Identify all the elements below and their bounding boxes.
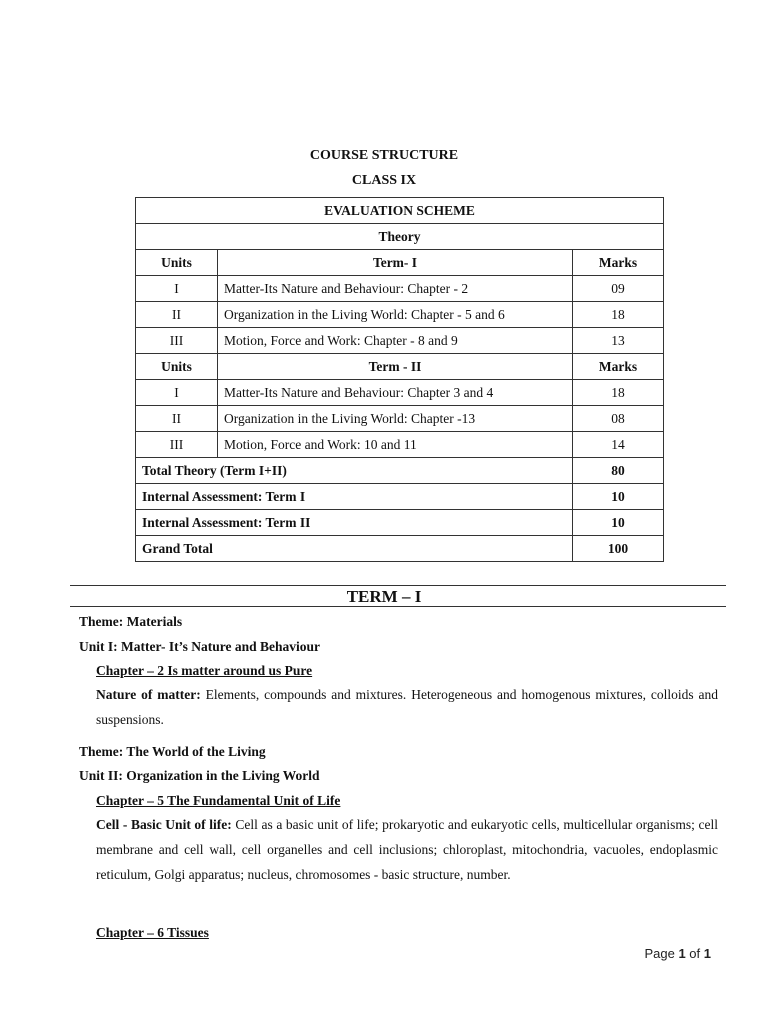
chapter-2-heading: Chapter – 2 Is matter around us Pure bbox=[96, 663, 313, 678]
cell-label: Cell - Basic Unit of life: bbox=[96, 817, 232, 832]
total-label: Total Theory (Term I+II) bbox=[136, 458, 573, 484]
marks-cell: 14 bbox=[573, 432, 664, 458]
table-row bbox=[136, 432, 664, 458]
table-row bbox=[136, 406, 664, 432]
unit-cell: III bbox=[136, 432, 218, 458]
nature-of-matter-paragraph bbox=[96, 682, 718, 732]
course-structure-title: COURSE STRUCTURE bbox=[309, 148, 459, 163]
total-label: Internal Assessment: Term II bbox=[136, 510, 573, 536]
section-divider-bottom bbox=[70, 606, 726, 607]
of-word: of bbox=[689, 946, 701, 961]
total-marks: 10 bbox=[573, 484, 664, 510]
topic-cell: Organization in the Living World: Chapter - 5 and 6 bbox=[218, 302, 573, 328]
cell-text: Cell as a basic unit of life; prokaryotic and eukaryotic cells, multicellular organisms; cell membrane and cell wall, cell organelles and cell inclusions; chloroplast, mitochondria, vacuoles, endoplasmic reticulum, Golgi apparatus; nucleus, chromosomes - basic structure, number. bbox=[96, 817, 718, 882]
unit-2-heading: Unit II: Organization in the Living World bbox=[79, 768, 320, 783]
marks-cell: 08 bbox=[573, 406, 664, 432]
topic-cell: Motion, Force and Work: 10 and 11 bbox=[218, 432, 573, 458]
unit-1-heading: Unit I: Matter- It’s Nature and Behaviour bbox=[79, 639, 320, 654]
table-header-row bbox=[136, 354, 664, 380]
marks-cell: 18 bbox=[573, 302, 664, 328]
topic-cell: Matter-Its Nature and Behaviour: Chapter 3 and 4 bbox=[218, 380, 573, 406]
theme-materials-heading: Theme: Materials bbox=[79, 614, 183, 629]
marks-cell: 18 bbox=[573, 380, 664, 406]
unit-cell: III bbox=[136, 328, 218, 354]
marks-cell: 09 bbox=[573, 276, 664, 302]
table-title: EVALUATION SCHEME bbox=[136, 198, 664, 224]
topic-cell: Matter-Its Nature and Behaviour: Chapter - 2 bbox=[218, 276, 573, 302]
theme-world-of-living-heading: Theme: The World of the Living bbox=[79, 744, 266, 759]
table-row bbox=[136, 302, 664, 328]
table-row bbox=[136, 328, 664, 354]
unit-cell: II bbox=[136, 406, 218, 432]
class-title: CLASS IX bbox=[351, 173, 417, 188]
chapter-5-heading: Chapter – 5 The Fundamental Unit of Life bbox=[96, 793, 341, 808]
total-label: Internal Assessment: Term I bbox=[136, 484, 573, 510]
total-row bbox=[136, 484, 664, 510]
nature-of-matter-label: Nature of matter: bbox=[96, 687, 201, 702]
column-header-marks: Marks bbox=[573, 250, 664, 276]
total-label: Grand Total bbox=[136, 536, 573, 562]
nature-of-matter-text: Elements, compounds and mixtures. Heterogeneous and homogenous mixtures, colloids and suspensions. bbox=[96, 687, 718, 727]
cell-paragraph bbox=[96, 812, 718, 887]
unit-cell: I bbox=[136, 276, 218, 302]
column-header-term: Term- I bbox=[218, 250, 573, 276]
page-word: Page bbox=[644, 946, 675, 961]
table-subtitle-row bbox=[136, 224, 664, 250]
total-row bbox=[136, 510, 664, 536]
marks-cell: 13 bbox=[573, 328, 664, 354]
topic-cell: Organization in the Living World: Chapter -13 bbox=[218, 406, 573, 432]
table-header-row bbox=[136, 250, 664, 276]
column-header-units: Units bbox=[136, 354, 218, 380]
total-marks: 10 bbox=[573, 510, 664, 536]
section-divider-top bbox=[70, 585, 726, 586]
unit-cell: II bbox=[136, 302, 218, 328]
chapter-6-heading: Chapter – 6 Tissues bbox=[96, 925, 209, 940]
column-header-marks: Marks bbox=[573, 354, 664, 380]
evaluation-scheme-table bbox=[135, 197, 664, 562]
column-header-term: Term - II bbox=[218, 354, 573, 380]
page-current: 1 bbox=[678, 946, 686, 961]
table-title-row bbox=[136, 198, 664, 224]
table-row bbox=[136, 276, 664, 302]
table-row bbox=[136, 380, 664, 406]
page-total: 1 bbox=[703, 946, 711, 961]
topic-cell: Motion, Force and Work: Chapter - 8 and 9 bbox=[218, 328, 573, 354]
total-row bbox=[136, 458, 664, 484]
page-indicator bbox=[644, 946, 711, 961]
total-marks: 80 bbox=[573, 458, 664, 484]
column-header-units: Units bbox=[136, 250, 218, 276]
table-subtitle: Theory bbox=[136, 224, 664, 250]
total-marks: 100 bbox=[573, 536, 664, 562]
unit-cell: I bbox=[136, 380, 218, 406]
term-heading: TERM – I bbox=[346, 587, 422, 606]
total-row bbox=[136, 536, 664, 562]
